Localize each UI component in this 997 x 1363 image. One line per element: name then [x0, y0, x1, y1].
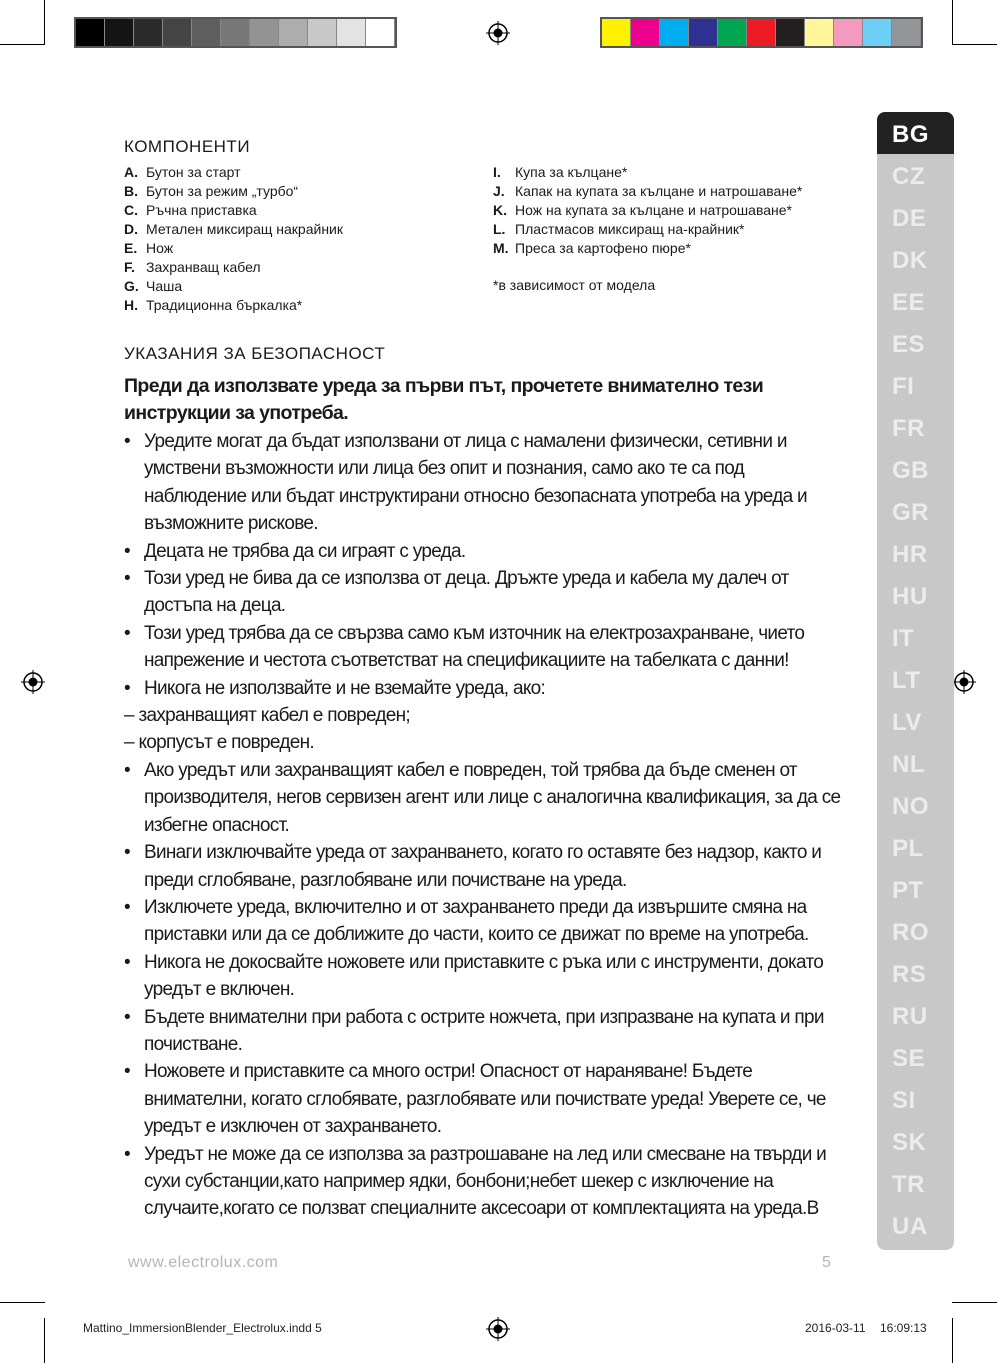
- language-tab-tr[interactable]: TR: [892, 1171, 925, 1198]
- bullet-icon: •: [124, 568, 130, 590]
- components-list-left: [124, 163, 343, 315]
- component-text: Капак на купата за кълцане и натрошаване*: [515, 183, 803, 199]
- language-tab-ee[interactable]: EE: [892, 289, 926, 316]
- bullet-icon: •: [124, 759, 130, 781]
- safety-lead: Преди да използвате уреда за първи път, прочетете внимателно тези инструкции за употреба.: [124, 375, 764, 424]
- safety-rule: [124, 1004, 844, 1059]
- color-swatch: [163, 19, 192, 46]
- color-swatch: [337, 19, 366, 46]
- language-tab-ro[interactable]: RO: [892, 919, 929, 946]
- registration-mark-icon: [21, 670, 45, 694]
- component-text: Бутон за режим „турбо“: [146, 183, 299, 199]
- language-tab-ru[interactable]: RU: [892, 1003, 928, 1030]
- component-letter: D.: [124, 221, 138, 237]
- color-swatch: [221, 19, 250, 46]
- safety-rule: [124, 675, 844, 702]
- crop-mark: [0, 44, 45, 45]
- language-tab-rs[interactable]: RS: [892, 961, 927, 988]
- safety-rule-text: Никога не докосвайте ножовете или приставките с ръка или с инструменти, докато уредът е включен.: [144, 951, 824, 1001]
- bullet-icon: •: [124, 622, 130, 644]
- safety-rule-text: Ако уредът или захранващият кабел е повреден, той трябва да бъде сменен от производителя, негов сервизен агент или лице с аналогична квалификация, за да се избегне опасност.: [144, 759, 841, 836]
- crop-mark: [0, 1302, 45, 1303]
- safety-rule-text: Винаги изключвайте уреда от захранването, когато го оставяте без надзор, както и преди сглобяване, разглобяване или почистване на уреда.: [144, 842, 822, 891]
- language-tab-bg[interactable]: BG: [892, 121, 929, 148]
- bullet-icon: •: [124, 431, 130, 452]
- components-footnote: *в зависимост от модела: [493, 277, 656, 293]
- color-swatch: [134, 19, 163, 46]
- language-sidebar: [877, 112, 954, 1250]
- color-swatch: [805, 19, 834, 46]
- component-letter: L.: [493, 221, 506, 237]
- component-letter: C.: [124, 202, 138, 218]
- language-tab-dk[interactable]: DK: [892, 247, 928, 274]
- crop-mark: [952, 0, 953, 45]
- component-text: Чаша: [146, 278, 183, 294]
- page-number: 5: [822, 1254, 831, 1271]
- component-text: Захранващ кабел: [146, 259, 261, 275]
- language-tab-lt[interactable]: LT: [892, 667, 921, 694]
- grayscale-color-bar: [74, 17, 397, 48]
- registration-mark-icon: [486, 1317, 510, 1341]
- safety-rule: [124, 894, 844, 949]
- component-item: [124, 258, 343, 277]
- color-swatch: [250, 19, 279, 46]
- safety-rule-text: Този уред трябва да се свързва само към източник на електрозахранване, чието напрежение и честота съответстват на спецификациите на табелката с данни!: [144, 622, 805, 672]
- color-swatch: [602, 19, 631, 46]
- crop-mark: [952, 1302, 997, 1303]
- component-text: Бутон за старт: [146, 164, 241, 180]
- color-swatch: [747, 19, 776, 46]
- color-swatch: [834, 19, 863, 46]
- language-tab-si[interactable]: SI: [892, 1087, 916, 1114]
- component-letter: I.: [493, 164, 501, 180]
- safety-subitem: [124, 729, 844, 756]
- bullet-icon: •: [124, 1061, 130, 1083]
- bullet-icon: •: [124, 677, 130, 699]
- component-item: [493, 201, 802, 220]
- color-swatch: [718, 19, 747, 46]
- slug-filename: Mattino_ImmersionBlender_Electrolux.indd 5: [83, 1321, 322, 1335]
- color-swatch: [308, 19, 337, 46]
- color-swatch: [776, 19, 805, 46]
- safety-rule: [124, 757, 844, 839]
- process-color-bar: [600, 17, 923, 48]
- crop-mark: [44, 1318, 45, 1363]
- component-item: [124, 296, 343, 315]
- color-swatch: [892, 19, 921, 46]
- component-letter: J.: [493, 183, 505, 199]
- safety-rule: [124, 565, 844, 620]
- language-tab-sk[interactable]: SK: [892, 1129, 927, 1156]
- component-letter: B.: [124, 183, 138, 199]
- bullet-icon: •: [124, 1143, 130, 1165]
- safety-rule-text: – захранващият кабел е повреден;: [124, 705, 411, 727]
- bullet-icon: •: [124, 540, 130, 562]
- component-item: [124, 201, 343, 220]
- safety-rule: [124, 949, 844, 1004]
- language-tab-gr[interactable]: GR: [892, 499, 929, 526]
- component-letter: A.: [124, 164, 138, 180]
- component-letter: M.: [493, 240, 509, 256]
- crop-mark: [952, 44, 997, 45]
- bullet-icon: •: [124, 842, 130, 864]
- language-tab-fr[interactable]: FR: [892, 415, 925, 442]
- color-swatch: [105, 19, 134, 46]
- language-tab-no[interactable]: NO: [892, 793, 929, 820]
- bullet-icon: •: [124, 1006, 130, 1028]
- language-tab-pt[interactable]: PT: [892, 877, 924, 904]
- safety-rule-text: Децата не трябва да си играят с уреда.: [144, 540, 466, 562]
- safety-rule: [124, 1058, 844, 1140]
- safety-rule-text: Бъдете внимателни при работа с острите ножчета, при изпразване на купата и при почистване.: [144, 1006, 824, 1055]
- language-tab-it[interactable]: IT: [892, 625, 915, 652]
- safety-rule: [124, 428, 844, 538]
- component-item: [124, 220, 343, 239]
- component-text: Метален миксиращ накрайник: [146, 221, 343, 237]
- components-list-right: [493, 163, 802, 258]
- registration-mark-icon: [486, 21, 510, 45]
- component-text: Пластмасов миксиращ на-крайник*: [515, 221, 745, 237]
- language-tab-es[interactable]: ES: [892, 331, 926, 358]
- color-swatch: [660, 19, 689, 46]
- component-text: Традиционна бъркалка*: [146, 297, 303, 313]
- safety-rule-text: Изключете уреда, включително и от захранването преди да извършите смяна на приставки или да се доближите до части, които се движат по време на употреба.: [144, 896, 809, 946]
- color-swatch: [76, 19, 105, 46]
- language-tab-de[interactable]: DE: [892, 205, 927, 232]
- language-tab-gb[interactable]: GB: [892, 457, 929, 484]
- component-item: [124, 163, 343, 182]
- safety-rules-list: [124, 428, 844, 1223]
- safety-subitem: [124, 702, 844, 729]
- component-text: Нож на купата за кълцане и натрошаване*: [515, 202, 792, 218]
- color-swatch: [366, 19, 395, 46]
- crop-mark: [44, 0, 45, 45]
- safety-rule: [124, 1141, 844, 1223]
- slug-time: 16:09:13: [880, 1321, 927, 1335]
- component-item: [493, 182, 802, 201]
- footer-url: www.electrolux.com: [128, 1254, 279, 1271]
- component-letter: G.: [124, 278, 139, 294]
- component-letter: H.: [124, 297, 138, 313]
- safety-rule: [124, 620, 844, 675]
- language-tab-hr[interactable]: HR: [892, 541, 928, 568]
- component-text: Купа за кълцане*: [515, 164, 628, 180]
- component-item: [124, 239, 343, 258]
- safety-rule-text: Никога не използвайте и не вземайте уреда, ако:: [144, 677, 546, 699]
- language-tab-nl[interactable]: NL: [892, 751, 925, 778]
- registration-mark-icon: [952, 670, 976, 694]
- slug-date: 2016-03-11: [805, 1321, 866, 1335]
- color-swatch: [863, 19, 892, 46]
- color-swatch: [192, 19, 221, 46]
- language-tab-ua[interactable]: UA: [892, 1213, 928, 1240]
- safety-rule-text: – корпусът е повреден.: [124, 732, 314, 754]
- component-item: [493, 163, 802, 182]
- component-text: Ръчна приставка: [146, 202, 257, 218]
- language-tab-fi[interactable]: FI: [892, 373, 915, 400]
- safety-title: УКАЗАНИЯ ЗА БЕЗОПАСНОСТ: [124, 344, 386, 363]
- component-item: [493, 239, 802, 258]
- component-item: [124, 182, 343, 201]
- bullet-icon: •: [124, 951, 130, 973]
- language-tab-hu[interactable]: HU: [892, 583, 928, 610]
- safety-rule-text: Уредът не може да се използва за разтрошаване на лед или смесване на твърди и сухи субстанции,като например ядки, бонбони;небет шекер с изключение на случаите,когато се ползват специалните аксесоари от комплектацията на уреда.В: [144, 1143, 827, 1220]
- safety-rule-text: Този уред не бива да се използва от деца. Дръжте уреда и кабела му далеч от достъпа на деца.: [144, 568, 789, 617]
- component-item: [124, 277, 343, 296]
- language-tab-pl[interactable]: PL: [892, 835, 924, 862]
- color-swatch: [631, 19, 660, 46]
- safety-rule-text: Ножовете и приставките са много остри! Опасност от нараняване! Бъдете внимателни, когато сглобявате, разглобявате или почиствате уреда! Уверете се, че уредът е изключен от захранването.: [144, 1061, 826, 1138]
- language-tab-cz[interactable]: CZ: [892, 163, 925, 190]
- safety-rule-text: Уредите могат да бъдат използвани от лица с намалени физически, сетивни и умствени възможности или лица без опит и познания, само ако те са под наблюдение или бъдат инструктирани относно безопасната употреба на уреда и възможните рискове.: [144, 431, 807, 535]
- component-letter: F.: [124, 259, 135, 275]
- color-swatch: [279, 19, 308, 46]
- language-tab-lv[interactable]: LV: [892, 709, 922, 736]
- component-text: Нож: [146, 240, 174, 256]
- crop-mark: [952, 1318, 953, 1363]
- safety-rule: [124, 538, 844, 565]
- components-title: КОМПОНЕНТИ: [124, 137, 251, 156]
- component-letter: K.: [493, 202, 507, 218]
- component-letter: E.: [124, 240, 138, 256]
- bullet-icon: •: [124, 896, 130, 918]
- component-text: Преса за картофено пюре*: [515, 240, 691, 256]
- color-swatch: [689, 19, 718, 46]
- language-tab-se[interactable]: SE: [892, 1045, 926, 1072]
- safety-rule: [124, 839, 844, 894]
- component-item: [493, 220, 802, 239]
